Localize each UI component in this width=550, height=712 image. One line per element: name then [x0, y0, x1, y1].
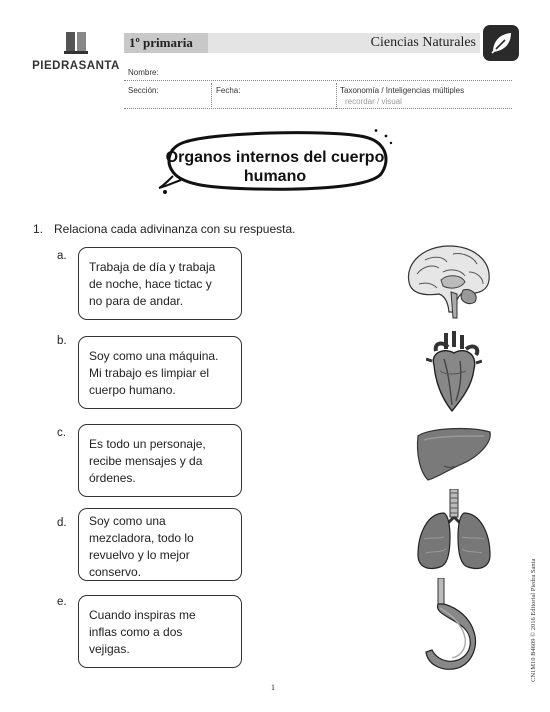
riddle-line: conservo. — [89, 565, 142, 579]
riddle-line: de noche, hace tictac y — [89, 277, 212, 291]
brand-logo — [30, 32, 122, 72]
date-field-label: Fecha: — [216, 86, 241, 95]
riddle-line: no para de andar. — [89, 294, 184, 308]
riddle-box-c[interactable] — [78, 424, 242, 497]
taxonomy-label: Taxonomía / Inteligencias múltiples — [340, 86, 465, 95]
brand-name: PIEDRASANTA — [32, 60, 120, 72]
riddle-line: Trabaja de día y trabaja — [89, 260, 216, 274]
riddle-line: Soy como una — [89, 514, 166, 528]
riddle-line: Soy como una máquina. — [89, 349, 219, 363]
book-icon — [64, 32, 88, 54]
copyright-code: CN1M10 B4609 © 2016 Editorial Piedra Santa — [530, 558, 537, 682]
riddle-line: vejigas. — [89, 642, 130, 656]
liver-icon[interactable] — [414, 426, 494, 484]
riddle-letter: d. — [57, 517, 67, 529]
exercise-number: 1. — [33, 222, 44, 236]
riddle-letter: a. — [57, 250, 67, 262]
grade-label: 1º primaria — [124, 33, 208, 53]
riddle-box-b[interactable] — [78, 336, 242, 409]
title-line-2: humano — [243, 168, 307, 185]
brain-icon[interactable] — [403, 242, 495, 320]
section-field-label: Sección: — [128, 86, 159, 95]
riddle-line: Mi trabajo es limpiar el — [89, 366, 210, 380]
riddle-line: revuelvo y lo mejor — [89, 548, 190, 562]
field-divider — [336, 83, 337, 109]
riddle-line: mezcladora, todo lo — [89, 531, 194, 545]
title-line-1: Órganos internos del cuerpo — [165, 149, 385, 166]
exercise-instruction: Relaciona cada adivinanza con su respuesta. — [54, 222, 296, 236]
riddle-box-a[interactable] — [78, 247, 242, 320]
riddle-box-e[interactable] — [78, 595, 242, 668]
riddle-line: inflas como a dos — [89, 625, 183, 639]
riddle-line: recibe mensajes y da — [89, 454, 203, 468]
name-field-line[interactable] — [124, 80, 512, 81]
section-field-line[interactable] — [124, 108, 512, 109]
riddle-letter: b. — [57, 335, 67, 347]
heart-icon[interactable] — [426, 331, 482, 415]
riddle-box-d[interactable] — [78, 508, 242, 581]
leaf-icon — [483, 25, 519, 61]
riddle-line: Cuando inspiras me — [89, 608, 196, 622]
lungs-icon[interactable] — [414, 489, 494, 573]
stomach-icon[interactable] — [424, 578, 478, 672]
taxonomy-sub: recordar / visual — [345, 97, 402, 106]
riddle-letter: e. — [57, 596, 67, 608]
riddle-line: Es todo un personaje, — [89, 437, 206, 451]
riddle-letter: c. — [57, 427, 66, 439]
name-field-label: Nombre: — [128, 68, 159, 77]
field-divider — [211, 83, 212, 109]
riddle-line: órdenes. — [89, 471, 136, 485]
page-title — [155, 128, 395, 198]
riddle-line: cuerpo humano. — [89, 383, 176, 397]
page-number: 1 — [271, 683, 275, 692]
subject-label: Ciencias Naturales — [208, 33, 480, 53]
